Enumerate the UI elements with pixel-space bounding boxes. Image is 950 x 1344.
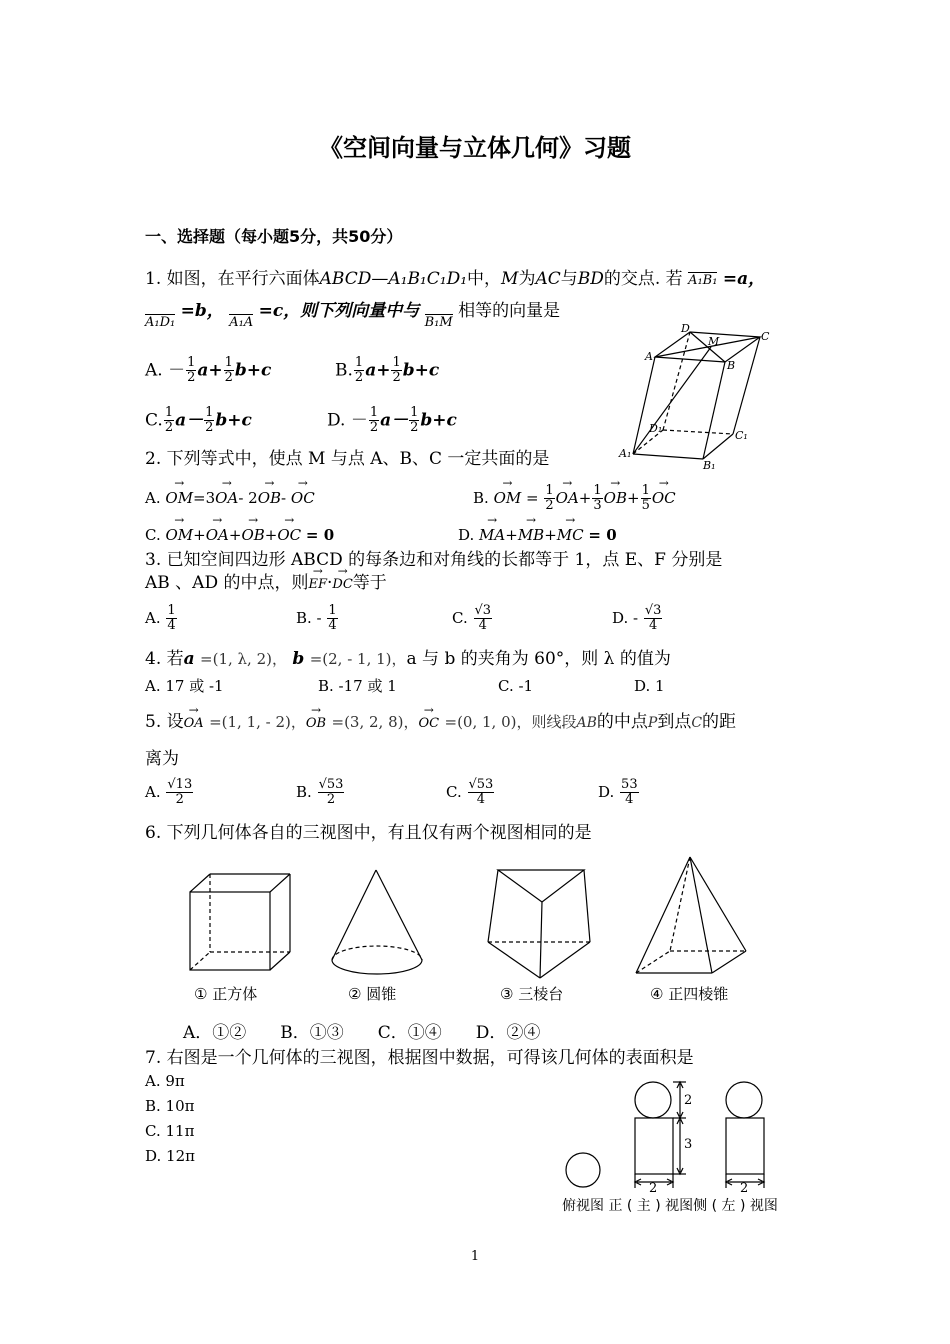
fig-label-d: D <box>681 322 690 335</box>
q4-option-b: B. -17 或 1 <box>318 677 397 695</box>
caption-frustum: ③ 三棱台 <box>500 985 564 1003</box>
question-1-line-1: 1. 如图，在平行六面体ABCD—A₁B₁C₁D₁中，M为AC与BD的交点. 若 A₁B₁ =a， <box>145 269 766 289</box>
dim-label-mid: 3 <box>684 1137 693 1152</box>
cube-figure <box>185 872 295 972</box>
question-5-line-2: 离为 <box>145 749 179 769</box>
fig-label-c: C <box>761 330 770 343</box>
q3-option-c: C. $\frac{√3}{4}$ <box>452 603 492 634</box>
fig-label-b1: B₁ <box>703 459 716 472</box>
q4-option-d: D. 1 <box>634 677 665 695</box>
pyramid-figure <box>632 855 750 980</box>
top-view-circle <box>566 1153 600 1187</box>
q4-option-c: C. -1 <box>498 677 534 695</box>
dim-label-front-width: 2 <box>649 1181 658 1196</box>
q5-option-c: C. $\frac{√53}{4}$ <box>446 777 494 808</box>
q2-option-a: A. → OM=3→ OA- 2→ OB- → OC <box>145 490 315 507</box>
q1-option-a: A. － $\frac{1}{2}$ a+ $\frac{1}{2}$ b+c <box>145 355 272 386</box>
q6-options: A．①② B．①③ C．①④ D．②④ <box>183 1023 541 1043</box>
question-2: 2. 下列等式中，使点 M 与点 A、B、C 一定共面的是 <box>145 449 550 469</box>
fig-label-a1: A₁ <box>619 447 632 460</box>
question-4: 4. 若a =(1, λ, 2)， b =(2, - 1, 1)，a 与 b 的夹角为 60°，则 λ 的值为 <box>145 649 671 669</box>
q5-option-b: B. $\frac{√53}{2}$ <box>296 777 344 808</box>
three-view-figure <box>560 1078 780 1196</box>
fig-label-d1: D₁ <box>649 422 663 435</box>
question-3-line-1: 3. 已知空间四边形 ABCD 的每条边和对角线的长都等于 1，点 E、F 分别是 <box>145 550 723 570</box>
question-6: 6. 下列几何体各自的三视图中，有且仅有两个视图相同的是 <box>145 823 592 843</box>
q7-option-c: C. 11π <box>145 1122 195 1140</box>
q1-option-c: C. $\frac{1}{2}$ a－ $\frac{1}{2}$ b+c <box>145 405 252 436</box>
caption-cube: ① 正方体 <box>194 985 258 1003</box>
question-3-line-2: AB 、AD 的中点，则→ EF·→ DC等于 <box>145 574 387 594</box>
question-1-line-2: A₁D₁ =b， A₁A =c，则下列向量中与 B₁M 相等的向量是 <box>145 301 561 330</box>
q3-option-a: A. $\frac{1}{4}$ <box>145 603 176 634</box>
caption-pyramid: ④ 正四棱锥 <box>650 985 729 1003</box>
q1-option-b: B. $\frac{1}{2}$ a+ $\frac{1}{2}$ b+c <box>335 355 440 386</box>
frustum-figure <box>484 862 594 982</box>
question-5-line-1: 5. 设→ OA =(1, 1, - 2)，→ OB =(3, 2, 8)，→ OC =(0, 1, 0)，则线段AB的中点P到点C的距 <box>145 703 736 733</box>
cone-figure <box>328 868 428 980</box>
section-heading: 一、选择题（每小题5分，共50分） <box>145 227 403 246</box>
q7-option-a: A. 9π <box>145 1072 185 1090</box>
q3-option-b: B. - $\frac{1}{4}$ <box>296 603 337 634</box>
page-title: 《空间向量与立体几何》习题 <box>319 134 631 162</box>
fig-label-c1: C₁ <box>735 429 748 442</box>
fig-label-a: A <box>645 350 653 363</box>
dim-label-top: 2 <box>684 1093 693 1108</box>
q2-option-c: C. → OM+→ OA+→ OB+→ OC = 0 <box>145 527 334 544</box>
fig-label-m: M <box>708 335 720 348</box>
q2-option-b: B. → OM = $\frac{1}{2}$ → OA+ $\frac{1}{3}$ → OB+ $\frac{1}{5}$ → OC <box>473 484 676 514</box>
question-7: 7. 右图是一个几何体的三视图，根据图中数据，可得该几何体的表面积是 <box>145 1048 694 1068</box>
q5-option-a: A. $\frac{√13}{2}$ <box>145 777 193 808</box>
vector-a1b1: A₁B₁ <box>688 273 718 288</box>
fig-label-b: B <box>727 359 736 372</box>
q5-option-d: D. $\frac{53}{4}$ <box>598 777 638 808</box>
caption-cone: ② 圆锥 <box>348 985 397 1003</box>
three-view-caption: 俯视图 正 ( 主 ) 视图侧 ( 左 ) 视图 <box>562 1198 778 1214</box>
q4-option-a: A. 17 或 -1 <box>145 677 224 695</box>
page-number: 1 <box>470 1249 480 1264</box>
q3-option-d: D. - $\frac{√3}{4}$ <box>612 603 662 634</box>
q7-option-d: D. 12π <box>145 1147 195 1165</box>
q1-option-d: D. － $\frac{1}{2}$ a－ $\frac{1}{2}$ b+c <box>327 405 457 436</box>
dim-label-side-width: 2 <box>740 1181 749 1196</box>
parallelepiped-figure <box>615 322 785 472</box>
q2-option-d: D. → MA+→ MB+→ MC = 0 <box>458 527 617 544</box>
q7-option-b: B. 10π <box>145 1097 195 1115</box>
